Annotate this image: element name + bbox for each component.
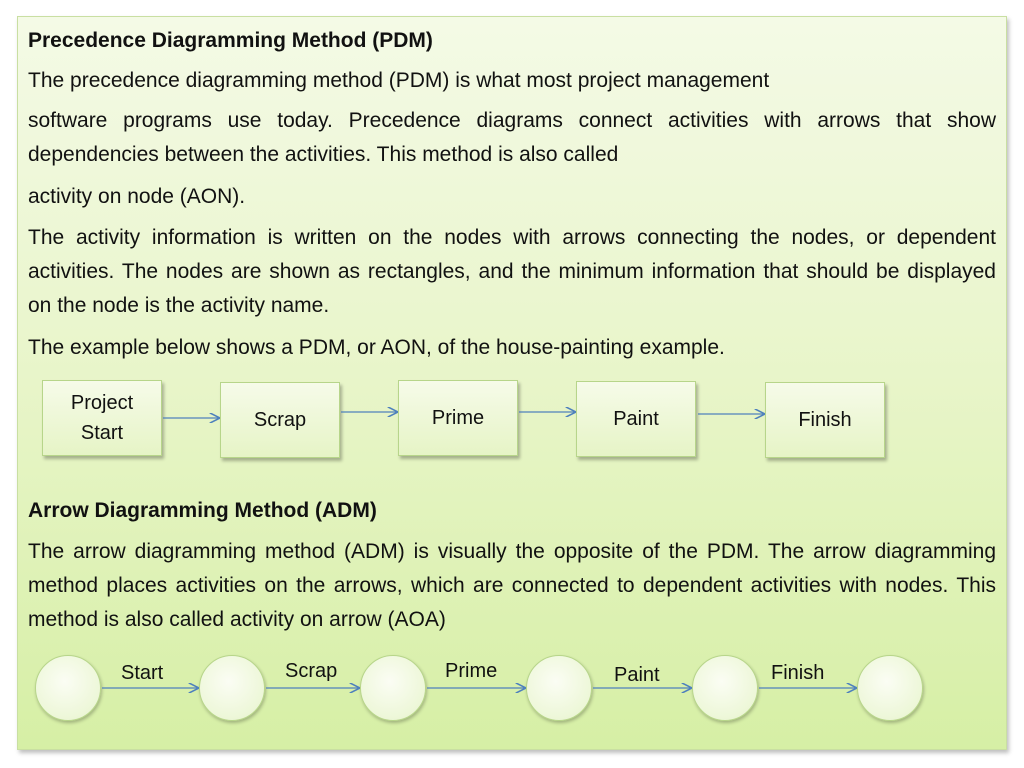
adm-arrow-label-prime: Prime (445, 660, 498, 682)
pdm-para3: The example below shows a PDM, or AON, of the house-painting example. (28, 336, 725, 359)
pdm-heading: Precedence Diagramming Method (PDM) (28, 29, 433, 52)
pdm-node-label: Start (80, 422, 124, 444)
adm-arrow-label-paint: Paint (614, 664, 660, 686)
pdm-para1-line3: activity on node (AON). (28, 185, 246, 208)
pdm-node-label: Project (70, 392, 134, 414)
adm-arrow-label-scrap: Scrap (285, 660, 338, 682)
pdm-node-label: Finish (798, 409, 852, 431)
adm-para1: The arrow diagramming method (ADM) is visually the opposite of the PDM. The arrow diagramming method places activities on the arrows, which are connected to dependent activities with nodes. This method is also called activity on arrow (AOA) (28, 540, 996, 631)
pdm-node-label: Scrap (253, 409, 307, 431)
pdm-para1-line1: The precedence diagramming method (PDM) is what most project management (28, 69, 770, 92)
adm-heading: Arrow Diagramming Method (ADM) (28, 499, 377, 522)
adm-arrow-label-start: Start (121, 662, 164, 684)
pdm-node-label: Prime (431, 407, 485, 429)
adm-arrow-label-finish: Finish (771, 662, 825, 684)
pdm-para2: The activity information is written on the nodes with arrows connecting the nodes, or dependent activities. The nodes are shown as rectangles, and the minimum information that should be displayed on the node is the activity name. (28, 226, 996, 317)
pdm-node-label: Paint (613, 408, 659, 430)
pdm-para1-line2: software programs use today. Precedence diagrams connect activities with arrows that show dependencies between the activities. This method is also called (28, 109, 996, 166)
